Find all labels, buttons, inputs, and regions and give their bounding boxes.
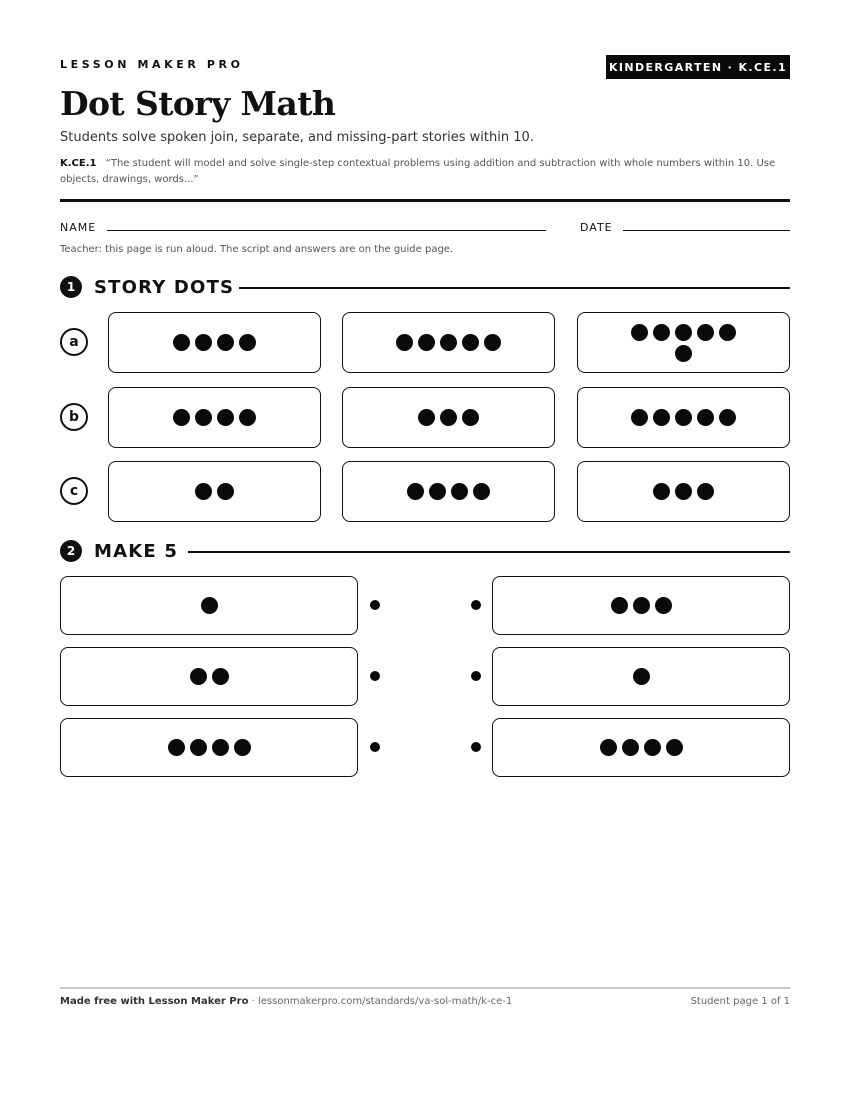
make-5-left-box <box>60 576 358 635</box>
dot <box>462 334 479 351</box>
story-dot-box <box>108 312 321 373</box>
dot <box>675 483 692 500</box>
dot-group <box>168 739 251 756</box>
story-dot-box <box>342 461 555 522</box>
match-point-left[interactable] <box>370 742 380 752</box>
dot <box>195 409 212 426</box>
dot <box>611 597 628 614</box>
dot-group <box>653 483 714 500</box>
page-title: Dot Story Math <box>60 84 336 123</box>
standard-code: K.CE.1 <box>60 158 97 169</box>
dot-group <box>407 483 490 500</box>
footer-divider <box>60 987 790 989</box>
dot <box>440 409 457 426</box>
dot <box>484 334 501 351</box>
dot-group <box>195 483 234 500</box>
dot <box>644 739 661 756</box>
dot <box>217 409 234 426</box>
dot <box>234 739 251 756</box>
dot <box>418 334 435 351</box>
dot <box>600 739 617 756</box>
footer-made-with: Made free with Lesson Maker Pro <box>60 996 249 1007</box>
story-dot-box <box>577 312 790 373</box>
standard-description <box>60 156 790 188</box>
row-letter-c: c <box>60 477 88 505</box>
page-number: Student page 1 of 1 <box>690 996 790 1007</box>
section-number-badge: 2 <box>60 540 82 562</box>
dot <box>675 345 692 362</box>
dot <box>719 324 736 341</box>
dot <box>675 409 692 426</box>
dot <box>195 334 212 351</box>
story-dot-box <box>342 387 555 448</box>
section-make-5-heading <box>60 540 178 562</box>
row-letter-b: b <box>60 403 88 431</box>
section-title: STORY DOTS <box>94 276 235 298</box>
page-subtitle: Students solve spoken join, separate, and missing-part stories within 10. <box>60 130 534 145</box>
match-point-left[interactable] <box>370 600 380 610</box>
dot <box>675 324 692 341</box>
dot <box>653 409 670 426</box>
dot <box>418 409 435 426</box>
dot <box>633 668 650 685</box>
dot-group <box>173 409 256 426</box>
brand-name: LESSON MAKER PRO <box>60 58 244 71</box>
dot <box>631 409 648 426</box>
dot <box>239 409 256 426</box>
dot <box>440 334 457 351</box>
dot <box>622 739 639 756</box>
section-title: MAKE 5 <box>94 540 179 562</box>
footer-credit <box>60 996 512 1007</box>
section-divider <box>239 287 790 289</box>
footer-separator: · <box>248 996 258 1007</box>
dot-group <box>173 334 256 351</box>
standard-text: “The student will model and solve single-step contextual problems using addition and subtraction with whole numbers within 10. Use objects, drawings, words...” <box>60 158 776 185</box>
dot <box>239 334 256 351</box>
dot <box>190 668 207 685</box>
make-5-right-box <box>492 576 790 635</box>
dot-group <box>396 334 501 351</box>
make-5-right-box <box>492 647 790 706</box>
dot <box>697 324 714 341</box>
section-story-dots-heading <box>60 276 234 298</box>
dot <box>719 409 736 426</box>
date-label: DATE <box>580 221 613 234</box>
dot-group <box>611 597 672 614</box>
dot-group <box>418 409 479 426</box>
dot <box>653 483 670 500</box>
match-point-right[interactable] <box>471 600 481 610</box>
story-dot-box <box>108 461 321 522</box>
dot <box>396 334 413 351</box>
dot <box>429 483 446 500</box>
dot-group <box>631 409 736 426</box>
dot-group <box>633 668 650 685</box>
dot <box>212 668 229 685</box>
story-dot-box <box>577 461 790 522</box>
make-5-right-box <box>492 718 790 777</box>
dot <box>697 409 714 426</box>
dot <box>451 483 468 500</box>
story-dot-box <box>108 387 321 448</box>
dot <box>666 739 683 756</box>
dot <box>653 324 670 341</box>
dot-group <box>600 739 683 756</box>
name-label: NAME <box>60 221 97 234</box>
section-number-badge: 1 <box>60 276 82 298</box>
grade-badge: KINDERGARTEN · K.CE.1 <box>606 55 790 79</box>
dot <box>201 597 218 614</box>
match-point-right[interactable] <box>471 671 481 681</box>
dot <box>212 739 229 756</box>
story-dot-box <box>577 387 790 448</box>
match-point-left[interactable] <box>370 671 380 681</box>
dot <box>473 483 490 500</box>
dot-group <box>629 324 739 362</box>
header-divider <box>60 199 790 202</box>
dot <box>217 334 234 351</box>
match-point-right[interactable] <box>471 742 481 752</box>
dot <box>631 324 648 341</box>
dot <box>217 483 234 500</box>
date-field[interactable] <box>623 230 790 231</box>
row-letter-a: a <box>60 328 88 356</box>
make-5-left-box <box>60 718 358 777</box>
dot <box>195 483 212 500</box>
dot <box>655 597 672 614</box>
dot-group <box>190 668 229 685</box>
dot <box>407 483 424 500</box>
dot <box>462 409 479 426</box>
dot <box>697 483 714 500</box>
name-field[interactable] <box>107 230 546 231</box>
section-divider <box>188 551 790 553</box>
dot <box>173 334 190 351</box>
dot-group <box>201 597 218 614</box>
dot <box>190 739 207 756</box>
dot <box>168 739 185 756</box>
dot <box>173 409 190 426</box>
make-5-left-box <box>60 647 358 706</box>
dot <box>633 597 650 614</box>
teacher-note: Teacher: this page is run aloud. The script and answers are on the guide page. <box>60 244 454 255</box>
story-dot-box <box>342 312 555 373</box>
footer-url[interactable]: lessonmakerpro.com/standards/va-sol-math/k-ce-1 <box>257 996 513 1007</box>
